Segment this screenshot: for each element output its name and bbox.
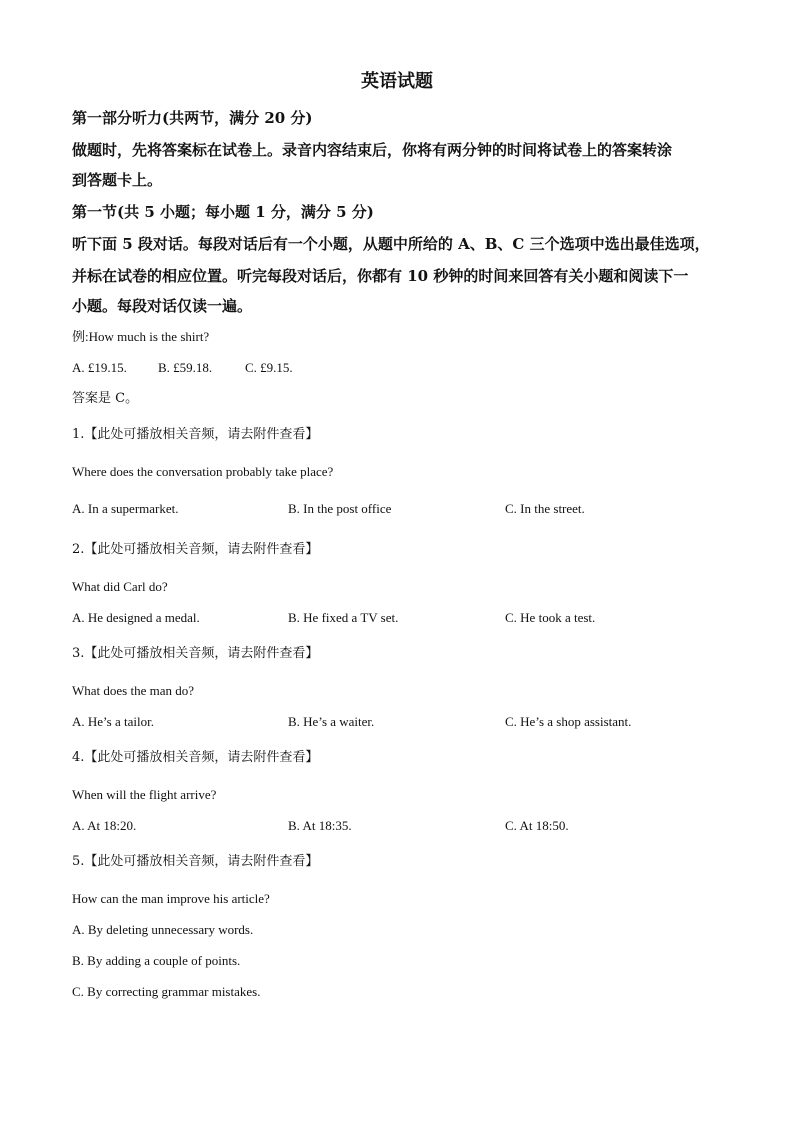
section-instruction-line-1: 听下面 5 段对话。每段对话后有一个小题，从题中所给的 A、B、C 三个选项中选出最佳选项， xyxy=(72,235,710,253)
example-option-a: A. £19.15. xyxy=(72,360,127,375)
question-2-option-b: B. He fixed a TV set. xyxy=(288,610,399,625)
question-1-option-a: A. In a supermarket. xyxy=(72,501,179,516)
question-1-number: 1.【此处可播放相关音频，请去附件查看】 xyxy=(72,427,319,442)
instruction-line-1: 做题时，先将答案标在试卷上。录音内容结束后，你将有两分钟的时间将试卷上的答案转涂 xyxy=(72,141,673,159)
question-3-number: 3.【此处可播放相关音频，请去附件查看】 xyxy=(72,646,319,661)
section-instruction-line-3: 小题。每段对话仅读一遍。 xyxy=(72,297,253,315)
question-4-number: 4.【此处可播放相关音频，请去附件查看】 xyxy=(72,750,319,765)
question-2-text: What did Carl do? xyxy=(72,579,168,594)
instruction-line-2: 到答题卡上。 xyxy=(72,171,163,189)
question-1-text: Where does the conversation probably take place? xyxy=(72,464,334,479)
question-4-option-c: C. At 18:50. xyxy=(505,818,569,833)
question-4-text: When will the flight arrive? xyxy=(72,787,217,802)
section-instruction-line-2: 并标在试卷的相应位置。听完每段对话后，你都有 10 秒钟的时间来回答有关小题和阅读下一 xyxy=(72,267,689,285)
question-5-text: How can the man improve his article? xyxy=(72,891,270,906)
question-1-option-c: C. In the street. xyxy=(505,501,585,516)
section-heading: 第一节(共 5 小题；每小题 1 分，满分 5 分) xyxy=(72,203,374,221)
question-4-option-a: A. At 18:20. xyxy=(72,818,137,833)
question-4-option-b: B. At 18:35. xyxy=(288,818,352,833)
question-2-number: 2.【此处可播放相关音频，请去附件查看】 xyxy=(72,542,319,557)
page-title: 英语试题 xyxy=(361,71,433,92)
question-5-option-b: B. By adding a couple of points. xyxy=(72,953,241,968)
example-option-b: B. £59.18. xyxy=(158,360,213,375)
question-1-option-b: B. In the post office xyxy=(288,501,392,516)
question-2-option-a: A. He designed a medal. xyxy=(72,610,200,625)
part-heading: 第一部分听力(共两节，满分 20 分) xyxy=(72,109,313,127)
question-3-option-a: A. He’s a tailor. xyxy=(72,714,154,729)
example-option-c: C. £9.15. xyxy=(245,360,293,375)
question-3-text: What does the man do? xyxy=(72,683,195,698)
question-2-option-c: C. He took a test. xyxy=(505,610,596,625)
question-3-option-c: C. He’s a shop assistant. xyxy=(505,714,632,729)
question-5-option-c: C. By correcting grammar mistakes. xyxy=(72,984,261,999)
question-5-option-a: A. By deleting unnecessary words. xyxy=(72,922,254,937)
example-question: 例:How much is the shirt? xyxy=(72,329,210,344)
question-3-option-b: B. He’s a waiter. xyxy=(288,714,375,729)
question-5-number: 5.【此处可播放相关音频，请去附件查看】 xyxy=(72,854,319,869)
example-answer: 答案是 C。 xyxy=(72,391,139,406)
